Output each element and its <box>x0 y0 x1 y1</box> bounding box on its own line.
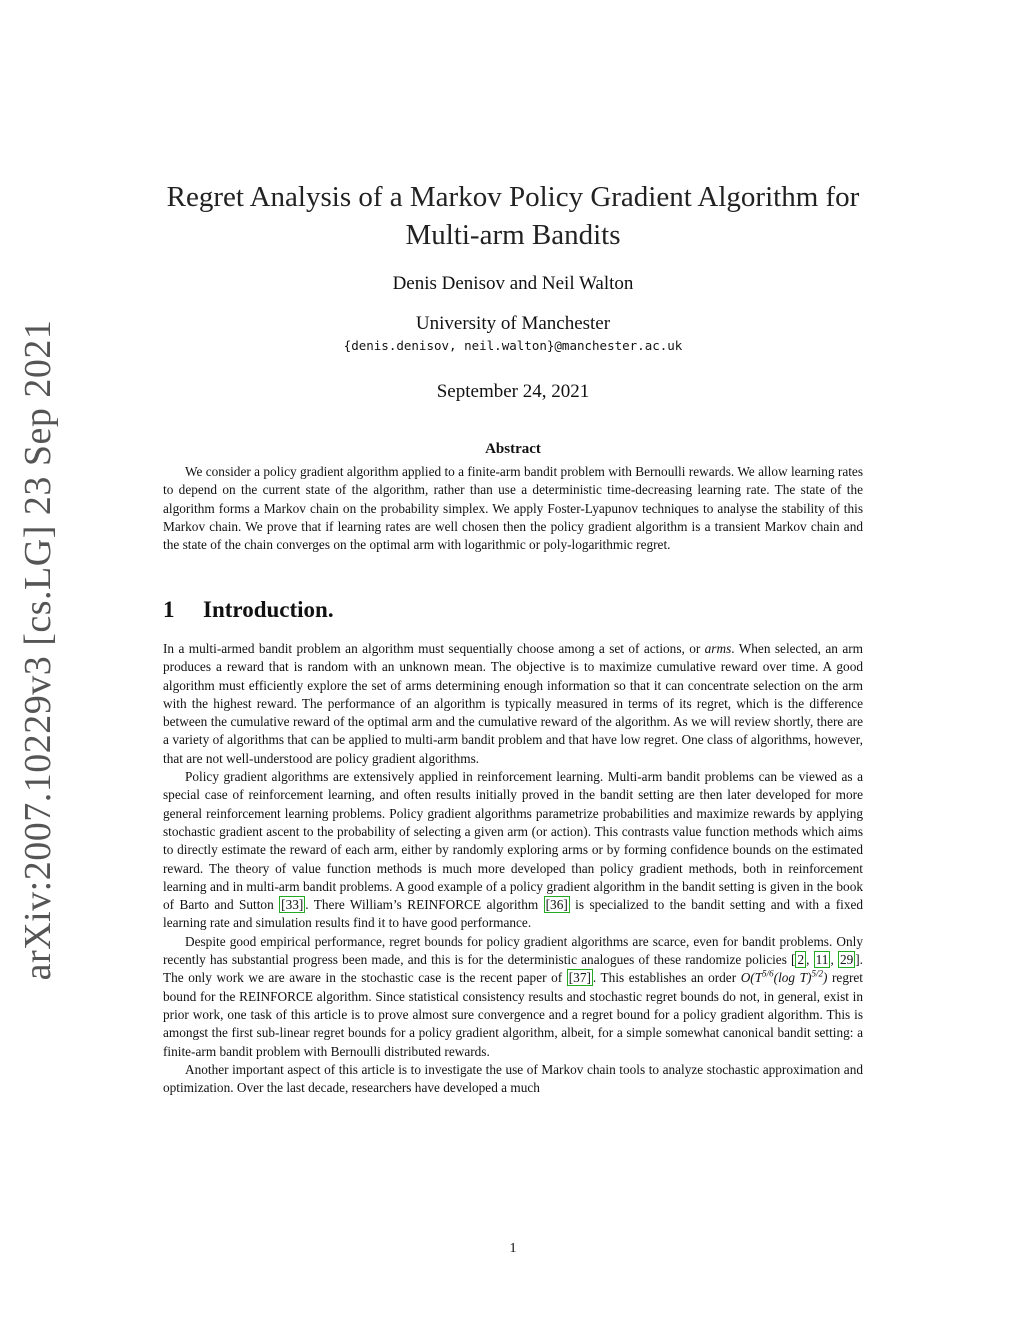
authors: Denis Denisov and Neil Walton <box>392 273 634 294</box>
arxiv-id: arXiv:2007.10229v3 [cs.LG] 23 Sep 2021 <box>17 319 59 981</box>
abstract-heading: Abstract <box>485 441 541 457</box>
page-number: 1 <box>509 1241 517 1256</box>
body-text <box>163 640 863 1097</box>
paragraph-4: Another important aspect of this article is to investigate the use of Markov chain tools to analyze stochastic approximation and optimization. Over the last decade, researchers have developed a much <box>163 1061 863 1096</box>
citation-link[interactable]: [33] <box>281 897 304 913</box>
citation-link[interactable]: [36] <box>545 897 568 913</box>
section-title: Introduction. <box>203 597 334 622</box>
citation-link[interactable]: 11 <box>815 952 829 968</box>
abstract <box>163 463 863 554</box>
email: {denis.denisov, neil.walton}@manchester.ac.uk <box>343 338 683 353</box>
arms-emphasis: arms <box>704 641 732 656</box>
abstract-text: We consider a policy gradient algorithm applied to a finite-arm bandit problem with Bernoulli rewards. We allow learning rates to depend on the current state of the algorithm, rather than use a deterministic time-decreasing learning rate. The state of the algorithm forms a Markov chain on the probability simplex. We apply Foster-Lyapunov techniques to analyse the stability of this Markov chain. We prove that if learning rates are well chosen then the policy gradient algorithm is a transient Markov chain and the state of the chain converges on the optimal arm with logarithmic or poly-logarithmic regret. <box>163 464 863 553</box>
paper-title: Regret Analysis of a Markov Policy Gradient Algorithm for Multi-arm Bandits <box>166 181 860 251</box>
paragraph-3: Despite good empirical performance, regret bounds for policy gradient algorithms are scarce, even for bandit problems. Only recently has substantial progress been made, and this is for the deterministic analogues of these randomize policies [ 2 , 11 , 29 ]. The only work we are aware in the stochastic case is the recent paper of [37] . This establishes an order $O(T^{5/6}(\log$ T)$^{5/2}$) regret bound for the REINFORCE algorithm. Since statistical consistency results and stochastic regret bounds do not, in general, exist in prior work, one task of this article is to prove almost sure convergence and a regret bound for a policy gradient algorithm. This is amongst the first sub-linear regret bounds for a policy gradient algorithm, albeit, for a simple somewhat canonical bandit setting: a finite-arm bandit problem with Bernoulli distributed rewards. <box>163 933 863 1059</box>
citation-link[interactable]: [37] <box>568 970 591 986</box>
math-expression: $O(T^{5/6}(\log$ T)$^{5/2}$) <box>740 968 828 986</box>
section-number: 1 <box>163 597 175 622</box>
affiliation: University of Manchester <box>415 313 611 334</box>
section-heading <box>163 597 863 623</box>
paragraph-1: In a multi-armed bandit problem an algorithm must sequentially choose among a set of actions, or arms. When selected, an arm produces a reward that is random with an unknown mean. The objective is to maximize cumulative reward over time. A good algorithm must efficiently explore the set of arms determining enough information so that it can concentrate selection on the arm with the highest reward. The performance of an algorithm is typically measured in terms of its regret, which is the difference between the cumulative reward of the optimal arm and the cumulative reward of the algorithm. As we will review shortly, there are a variety of algorithms that can be applied to multi-arm bandit problem and that have low regret. One class of algorithms, however, that are not well-understood are policy gradient algorithms. <box>163 641 863 766</box>
arxiv-stamp <box>8 319 68 981</box>
date: September 24, 2021 <box>436 381 590 402</box>
citation-link[interactable]: 29 <box>839 952 854 968</box>
paragraph-2: Policy gradient algorithms are extensively applied in reinforcement learning. Multi-arm bandit problems can be viewed as a special case of reinforcement learning, and often results initially proved in the bandit setting are then later developed for more general reinforcement learning problems. Policy gradient algorithms parametrize probabilities and maximize rewards by applying stochastic gradient ascent to the probability of selecting a given arm (or action). This contrasts value function methods which aims to directly estimate the reward of each arm, either by randomly exploring arms or by forming confidence bounds on the estimated reward. The theory of value function methods is much more developed than policy gradient methods, both in reinforcement learning and in multi-arm bandit problems. A good example of a policy gradient algorithm in the bandit setting is given in the book of Barto and Sutton [33] . There William’s REINFORCE algorithm [36] is specialized to the bandit setting and with a fixed learning rate and simulation results find it to have good performance. <box>163 769 864 931</box>
citation-link[interactable]: 2 <box>797 952 805 968</box>
